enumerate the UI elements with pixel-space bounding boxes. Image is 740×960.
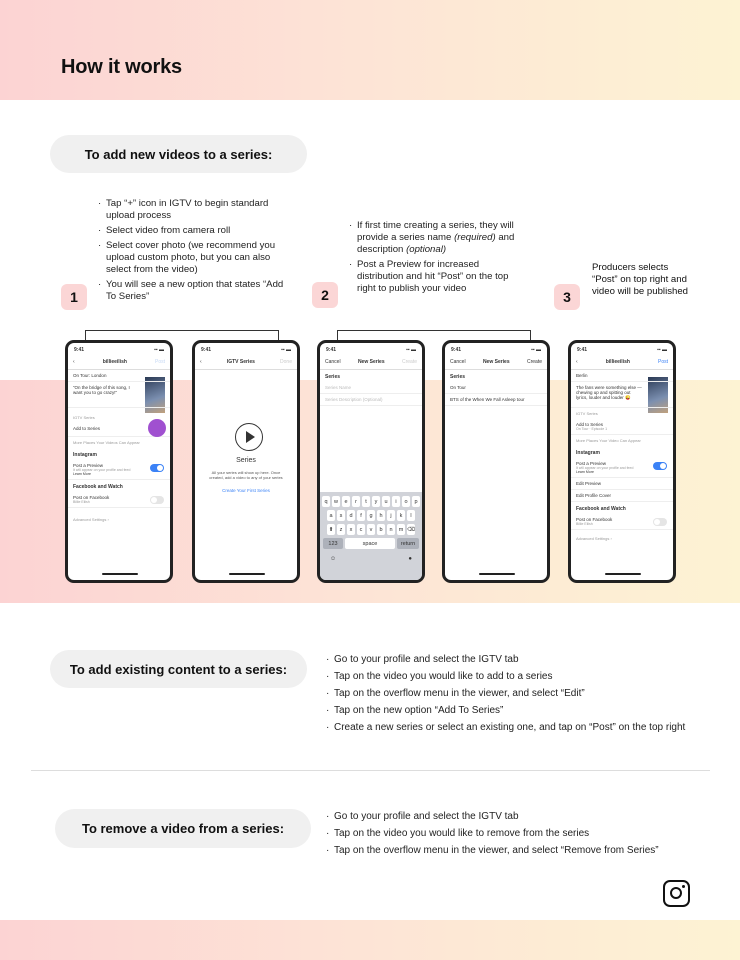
cancel-button[interactable]: Cancel xyxy=(325,359,341,365)
keyboard-key[interactable]: z xyxy=(337,524,345,535)
section3-heading: To remove a video from a series: xyxy=(55,809,311,848)
step1-bullets xyxy=(98,198,288,306)
series-label: Series xyxy=(450,374,466,380)
post-facebook-sub: Billie Eilish xyxy=(73,500,90,504)
status-bar xyxy=(445,343,547,353)
keyboard-key[interactable]: a xyxy=(327,510,335,521)
keyboard-key[interactable]: r xyxy=(352,496,360,507)
location-text: On Tour: London xyxy=(68,370,170,382)
keyboard-key[interactable]: o xyxy=(402,496,410,507)
series-description-input[interactable]: BTS of the When We Fall Asleep tour xyxy=(445,394,547,406)
keyboard-key[interactable]: j xyxy=(387,510,395,521)
add-to-series-sub: On Tour · Episode 1 xyxy=(576,427,608,431)
status-bar xyxy=(320,343,422,353)
series-heading: Series xyxy=(236,457,256,464)
nav-title: billieeilish xyxy=(102,359,127,365)
step3-text: Producers selects “Post” on top right and video will be published xyxy=(592,262,688,297)
post-preview-label: Post a Preview xyxy=(73,463,104,468)
instagram-icon xyxy=(663,880,690,907)
section1-heading: To add new videos to a series: xyxy=(50,135,307,173)
footer-band xyxy=(0,920,740,960)
instagram-section: Instagram xyxy=(73,452,97,458)
post-facebook-toggle[interactable] xyxy=(653,518,667,526)
section2-bullet: · Tap on the new option “Add To Series” xyxy=(326,705,726,717)
keyboard-key[interactable]: q xyxy=(322,496,330,507)
status-bar xyxy=(571,343,673,353)
edit-preview-row[interactable]: Edit Preview xyxy=(571,478,673,490)
add-to-series-label: Add to Series xyxy=(73,426,101,431)
series-empty-desc: All your series will show up here. Once created, add a video to any of your series xyxy=(209,470,283,480)
keyboard-row-2 xyxy=(322,510,420,521)
keyboard-key[interactable]: x xyxy=(347,524,355,535)
signal-battery-icon: ▪▪ ▬ xyxy=(657,347,667,353)
edit-cover-row[interactable]: Edit Profile Cover xyxy=(571,490,673,502)
more-places-label: More Places Your Video Can Appear xyxy=(576,438,641,443)
keyboard-key[interactable]: m xyxy=(397,524,405,535)
play-circle-icon xyxy=(235,423,263,451)
key-space[interactable]: space xyxy=(345,538,395,549)
series-description-input[interactable]: Series Description (Optional) xyxy=(320,394,422,406)
keyboard-row-1 xyxy=(322,496,420,507)
keyboard-key[interactable]: n xyxy=(387,524,395,535)
location-text: Berlin xyxy=(571,370,673,382)
post-preview-toggle[interactable] xyxy=(653,462,667,470)
series-name-input[interactable]: Series Name xyxy=(320,382,422,394)
create-button[interactable]: Create xyxy=(526,359,542,365)
step2-bullet: · If first time creating a series, they will provide a series name (required) and description (optional) xyxy=(349,220,519,256)
step-number-3: 3 xyxy=(554,284,580,310)
keyboard-key[interactable]: ⬆ xyxy=(327,524,335,535)
post-preview-label: Post a Preview xyxy=(576,461,607,466)
keyboard-key[interactable]: t xyxy=(362,496,370,507)
learn-more-link[interactable]: Learn More xyxy=(576,470,594,474)
section2-bullets xyxy=(326,654,726,739)
status-time: 9:41 xyxy=(74,347,85,353)
step2-bullet: · Post a Preview for increased distribution and hit “Post” on the top right to publish your video xyxy=(349,259,519,295)
section2-heading: To add existing content to a series: xyxy=(50,650,307,688)
post-facebook-label: Post on Facebook xyxy=(73,495,110,500)
status-time: 9:41 xyxy=(451,347,462,353)
phone-new-series-keyboard xyxy=(317,340,425,583)
keyboard-key[interactable]: h xyxy=(377,510,385,521)
step-number-1: 1 xyxy=(61,284,87,310)
key-123[interactable]: 123 xyxy=(323,538,343,549)
nav-bar xyxy=(195,353,297,370)
step-number-2: 2 xyxy=(312,282,338,308)
phone-igtv-series xyxy=(192,340,300,583)
back-chevron-icon[interactable]: ‹ xyxy=(73,359,75,365)
add-to-series-label: Add to Series xyxy=(576,422,604,427)
back-chevron-icon[interactable]: ‹ xyxy=(200,359,202,365)
more-places-label: More Places Your Videos Can Appear xyxy=(73,440,140,445)
nav-bar xyxy=(68,353,170,370)
post-preview-row[interactable] xyxy=(571,458,673,478)
create-first-series-link[interactable]: Create Your First Series xyxy=(222,488,270,493)
bracket-step2 xyxy=(337,330,531,340)
key-return[interactable]: return xyxy=(397,538,419,549)
home-indicator xyxy=(479,573,515,575)
keyboard-key[interactable]: g xyxy=(367,510,375,521)
post-button[interactable]: Post xyxy=(154,359,165,365)
section2-bullet: · Create a new series or select an existing one, and tap on “Post” on the top right xyxy=(326,722,726,734)
signal-battery-icon: ▪▪ ▬ xyxy=(406,347,416,353)
keyboard-key[interactable]: u xyxy=(382,496,390,507)
nav-bar xyxy=(320,353,422,370)
bracket-step1 xyxy=(85,330,279,340)
signal-battery-icon: ▪▪ ▬ xyxy=(154,347,164,353)
add-to-series-row[interactable] xyxy=(571,419,673,435)
post-preview-toggle[interactable] xyxy=(150,464,164,472)
keyboard-key[interactable]: d xyxy=(347,510,355,521)
section2-bullet: · Tap on the video you would like to add to a series xyxy=(326,671,726,683)
step1-bullet: · Select video from camera roll xyxy=(98,225,288,237)
home-indicator xyxy=(102,573,138,575)
keyboard-key[interactable]: p xyxy=(412,496,420,507)
phone-post xyxy=(568,340,676,583)
mic-icon[interactable]: ● xyxy=(408,556,412,562)
learn-more-link[interactable]: Learn More xyxy=(73,472,91,476)
caption-text[interactable]: The fans were something else — chewing up and spitting out lyrics, louder and louder 😜 xyxy=(571,382,673,408)
keyboard-row-3 xyxy=(322,524,420,535)
home-indicator xyxy=(605,573,641,575)
done-button[interactable]: Done xyxy=(280,359,292,365)
post-button[interactable]: Post xyxy=(657,359,668,365)
tap-indicator-icon xyxy=(148,419,166,437)
signal-battery-icon: ▪▪ ▬ xyxy=(281,347,291,353)
caption-text[interactable]: “On the bridge of this song, I want you to go crazy!” xyxy=(68,382,170,408)
cancel-button[interactable]: Cancel xyxy=(450,359,466,365)
section2-bullet: · Go to your profile and select the IGTV tab xyxy=(326,654,726,666)
section3-bullet: · Tap on the overflow menu in the viewer, and select “Remove from Series” xyxy=(326,845,726,857)
status-time: 9:41 xyxy=(577,347,588,353)
section2-bullet: · Tap on the overflow menu in the viewer, and select “Edit” xyxy=(326,688,726,700)
status-time: 9:41 xyxy=(326,347,337,353)
step1-bullet: · You will see a new option that states “Add To Series” xyxy=(98,279,288,303)
section3-bullet: · Tap on the video you would like to remove from the series xyxy=(326,828,726,840)
section3-bullets xyxy=(326,811,726,862)
post-preview-sub: It will appear on your profile and feed xyxy=(576,466,634,470)
series-label: Series xyxy=(325,374,341,380)
nav-title: New Series xyxy=(357,359,385,365)
signal-battery-icon: ▪▪ ▬ xyxy=(531,347,541,353)
series-name-input[interactable]: On Tour xyxy=(445,382,547,394)
keyboard-key[interactable]: i xyxy=(392,496,400,507)
keyboard-key[interactable]: c xyxy=(357,524,365,535)
nav-title: New Series xyxy=(482,359,510,365)
post-preview-row[interactable] xyxy=(68,460,170,480)
keyboard-row-4 xyxy=(322,538,420,549)
home-indicator xyxy=(229,573,265,575)
keyboard-key[interactable]: k xyxy=(397,510,405,521)
keyboard-key[interactable]: f xyxy=(357,510,365,521)
play-triangle xyxy=(246,431,255,443)
step2-bullets xyxy=(349,220,519,298)
nav-title: billieeilish xyxy=(605,359,630,365)
keyboard-key[interactable]: s xyxy=(337,510,345,521)
nav-bar xyxy=(571,353,673,370)
section3-bullet: · Go to your profile and select the IGTV tab xyxy=(326,811,726,823)
keyboard-key[interactable]: ⌫ xyxy=(407,524,415,535)
instagram-section: Instagram xyxy=(576,450,600,456)
status-bar xyxy=(195,343,297,353)
phone-new-series-filled xyxy=(442,340,550,583)
page-title: How it works xyxy=(61,56,182,78)
step1-bullet: · Select cover photo (we recommend you upload custom photo, but you can also select from the video) xyxy=(98,240,288,276)
post-facebook-toggle[interactable] xyxy=(150,496,164,504)
keyboard xyxy=(320,492,422,580)
post-facebook-label: Post on Facebook xyxy=(576,517,613,522)
advanced-settings-link[interactable]: Advanced Settings › xyxy=(73,517,109,522)
add-to-series-row[interactable] xyxy=(68,423,170,437)
igtv-series-label: IGTV Series xyxy=(576,411,598,416)
facebook-section: Facebook and Watch xyxy=(73,484,123,490)
keyboard-bottom xyxy=(322,552,420,566)
nav-bar xyxy=(445,353,547,370)
keyboard-key[interactable]: l xyxy=(407,510,415,521)
back-chevron-icon[interactable]: ‹ xyxy=(576,359,578,365)
step1-bullet: · Tap “+” icon in IGTV to begin standard upload process xyxy=(98,198,288,222)
keyboard-key[interactable]: y xyxy=(372,496,380,507)
post-facebook-sub: Billie Eilish xyxy=(576,522,593,526)
igtv-series-label: IGTV Series xyxy=(73,415,95,420)
phone-add-to-series xyxy=(65,340,173,583)
keyboard-key[interactable]: v xyxy=(367,524,375,535)
emoji-icon[interactable]: ☺ xyxy=(330,556,337,562)
status-bar xyxy=(68,343,170,353)
facebook-section: Facebook and Watch xyxy=(576,506,626,512)
status-time: 9:41 xyxy=(201,347,212,353)
nav-title: IGTV Series xyxy=(226,359,255,365)
create-button[interactable]: Create xyxy=(401,359,417,365)
keyboard-key[interactable]: b xyxy=(377,524,385,535)
section-divider xyxy=(31,770,710,771)
keyboard-key[interactable]: e xyxy=(342,496,350,507)
advanced-settings-link[interactable]: Advanced Settings › xyxy=(576,536,612,541)
header-band xyxy=(0,0,740,100)
post-preview-sub: It will appear on your profile and feed xyxy=(73,468,131,472)
keyboard-key[interactable]: w xyxy=(332,496,340,507)
post-facebook-row[interactable] xyxy=(571,514,673,530)
post-facebook-row[interactable] xyxy=(68,492,170,508)
